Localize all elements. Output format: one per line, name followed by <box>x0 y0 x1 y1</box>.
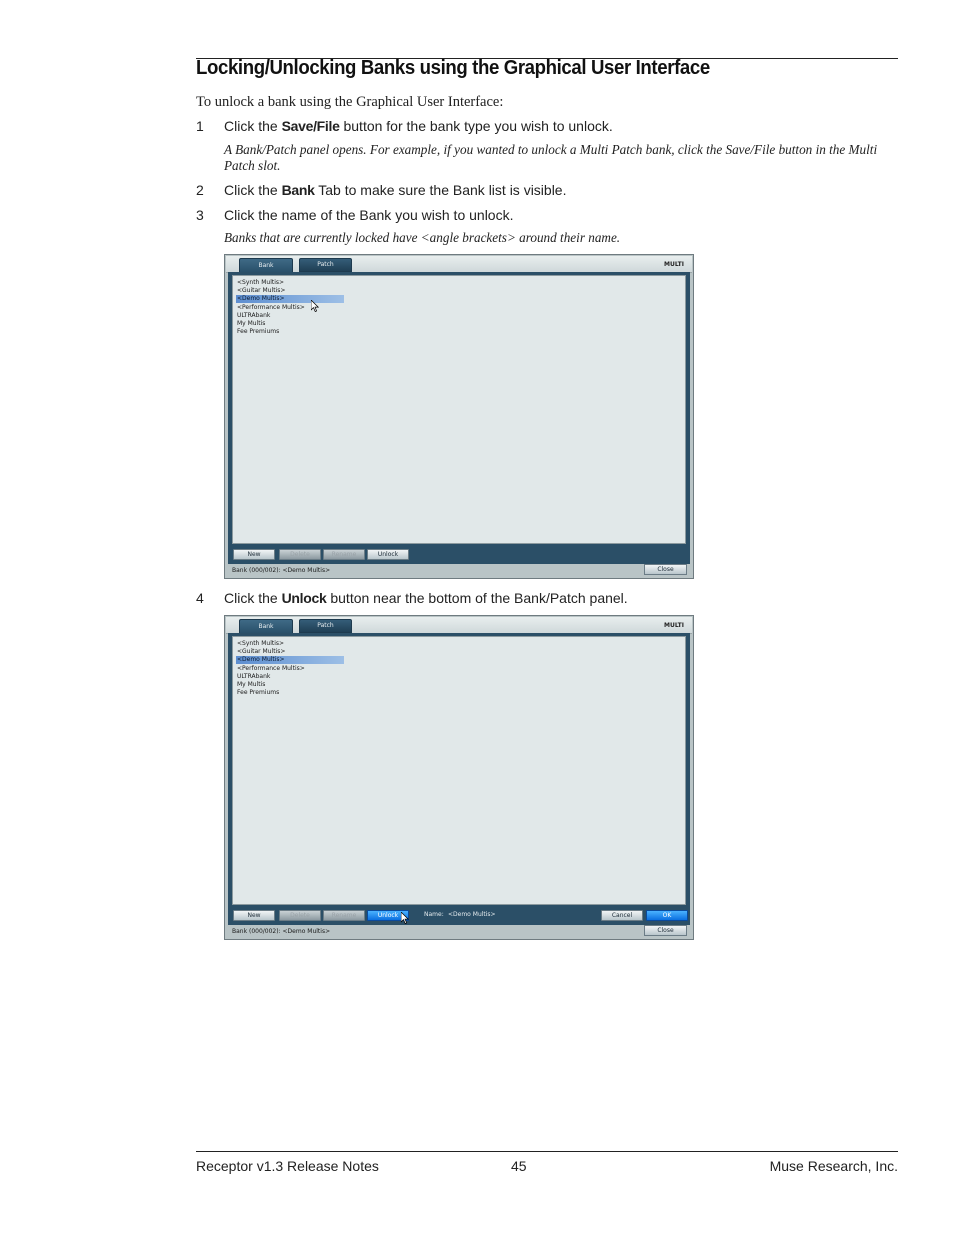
cancel-button[interactable]: Cancel <box>601 910 643 921</box>
step-3 <box>196 207 513 223</box>
delete-button[interactable]: Delete <box>279 549 321 560</box>
bank-list-item[interactable]: ULTRAbank <box>237 312 271 319</box>
step-3-note: Banks that are currently locked have <angle brackets> around their name. <box>224 230 621 245</box>
new-button[interactable]: New <box>233 549 275 560</box>
section-heading: Locking/Unlocking Banks using the Graphical User Interface <box>196 57 710 79</box>
bank-list-item-selected[interactable]: <Demo Multis> <box>236 295 344 303</box>
step-text: button near the bottom of the Bank/Patch panel. <box>326 590 628 606</box>
bank-list-item[interactable]: <Guitar Multis> <box>237 287 286 294</box>
step-text: Tab to make sure the Bank list is visible. <box>314 182 567 198</box>
footer-page-number: 45 <box>511 1158 527 1174</box>
step-number: 1 <box>196 118 204 134</box>
step-text: Click the <box>224 590 282 606</box>
bank-list-item[interactable]: <Guitar Multis> <box>237 648 286 655</box>
status-text: Bank (000/002): <Demo Multis> <box>232 567 331 574</box>
mode-label: MULTI <box>664 622 684 629</box>
tab-patch[interactable]: Patch <box>299 258 352 272</box>
unlock-button-pressed[interactable]: Unlock <box>367 910 409 921</box>
step-keyword: Bank <box>281 182 315 198</box>
footer-doc-title: Receptor v1.3 Release Notes <box>196 1158 379 1174</box>
unlock-button[interactable]: Unlock <box>367 549 409 560</box>
bank-list-item[interactable]: <Synth Multis> <box>237 279 285 286</box>
bank-list-item[interactable]: <Performance Multis> <box>237 665 305 672</box>
step-number: 3 <box>196 207 204 223</box>
mouse-pointer-icon <box>401 912 409 924</box>
step-number: 2 <box>196 182 204 198</box>
step-keyword: Save/File <box>281 118 340 134</box>
ok-button[interactable]: OK <box>646 910 688 921</box>
tab-bank[interactable]: Bank <box>239 258 293 276</box>
tab-bar <box>226 256 692 273</box>
step-number: 4 <box>196 590 204 606</box>
button-row <box>232 909 686 921</box>
step-2 <box>196 182 566 198</box>
footer-company: Muse Research, Inc. <box>769 1158 898 1174</box>
intro-text: To unlock a bank using the Graphical User Interface: <box>196 94 504 110</box>
step-keyword: Unlock <box>281 590 327 606</box>
step-1-note: A Bank/Patch panel opens. For example, if you wanted to unlock a Multi Patch bank, click the Save/File button in the Multi Patch slot. <box>224 142 878 173</box>
new-button[interactable]: New <box>233 910 275 921</box>
mode-label: MULTI <box>664 261 684 268</box>
step-1 <box>196 118 613 134</box>
bank-list-item-selected[interactable]: <Demo Multis> <box>236 656 344 664</box>
step-4 <box>196 590 628 606</box>
bank-list <box>232 275 686 544</box>
bank-list-item[interactable]: My Multis <box>237 681 266 688</box>
step-text: button for the bank type you wish to unlock. <box>339 118 613 134</box>
bank-list-item[interactable]: My Multis <box>237 320 266 327</box>
bank-patch-panel-screenshot-1 <box>224 254 694 579</box>
button-row <box>232 548 686 560</box>
tab-bar <box>226 617 692 634</box>
status-text: Bank (000/002): <Demo Multis> <box>232 928 331 935</box>
name-value: <Demo Multis> <box>448 911 496 918</box>
bank-list-item[interactable]: Fee Premiums <box>237 689 280 696</box>
panel-frame <box>228 272 690 564</box>
name-label: Name: <box>424 911 444 918</box>
bottom-rule <box>196 1151 898 1152</box>
bank-list-item[interactable]: ULTRAbank <box>237 673 271 680</box>
step-text: Click the <box>224 118 282 134</box>
rename-button[interactable]: Rename <box>323 549 365 560</box>
step-text: Click the <box>224 182 282 198</box>
close-button[interactable]: Close <box>644 925 687 936</box>
close-button[interactable]: Close <box>644 564 687 575</box>
rename-button[interactable]: Rename <box>323 910 365 921</box>
tab-bank[interactable]: Bank <box>239 619 293 637</box>
bank-patch-panel-screenshot-2 <box>224 615 694 940</box>
panel-frame <box>228 633 690 925</box>
mouse-pointer-icon <box>311 300 319 312</box>
bank-list-item[interactable]: <Synth Multis> <box>237 640 285 647</box>
tab-patch[interactable]: Patch <box>299 619 352 633</box>
bank-list <box>232 636 686 905</box>
delete-button[interactable]: Delete <box>279 910 321 921</box>
bank-list-item[interactable]: <Performance Multis> <box>237 304 305 311</box>
bank-list-item[interactable]: Fee Premiums <box>237 328 280 335</box>
step-text: Click the name of the Bank you wish to unlock. <box>224 207 514 223</box>
